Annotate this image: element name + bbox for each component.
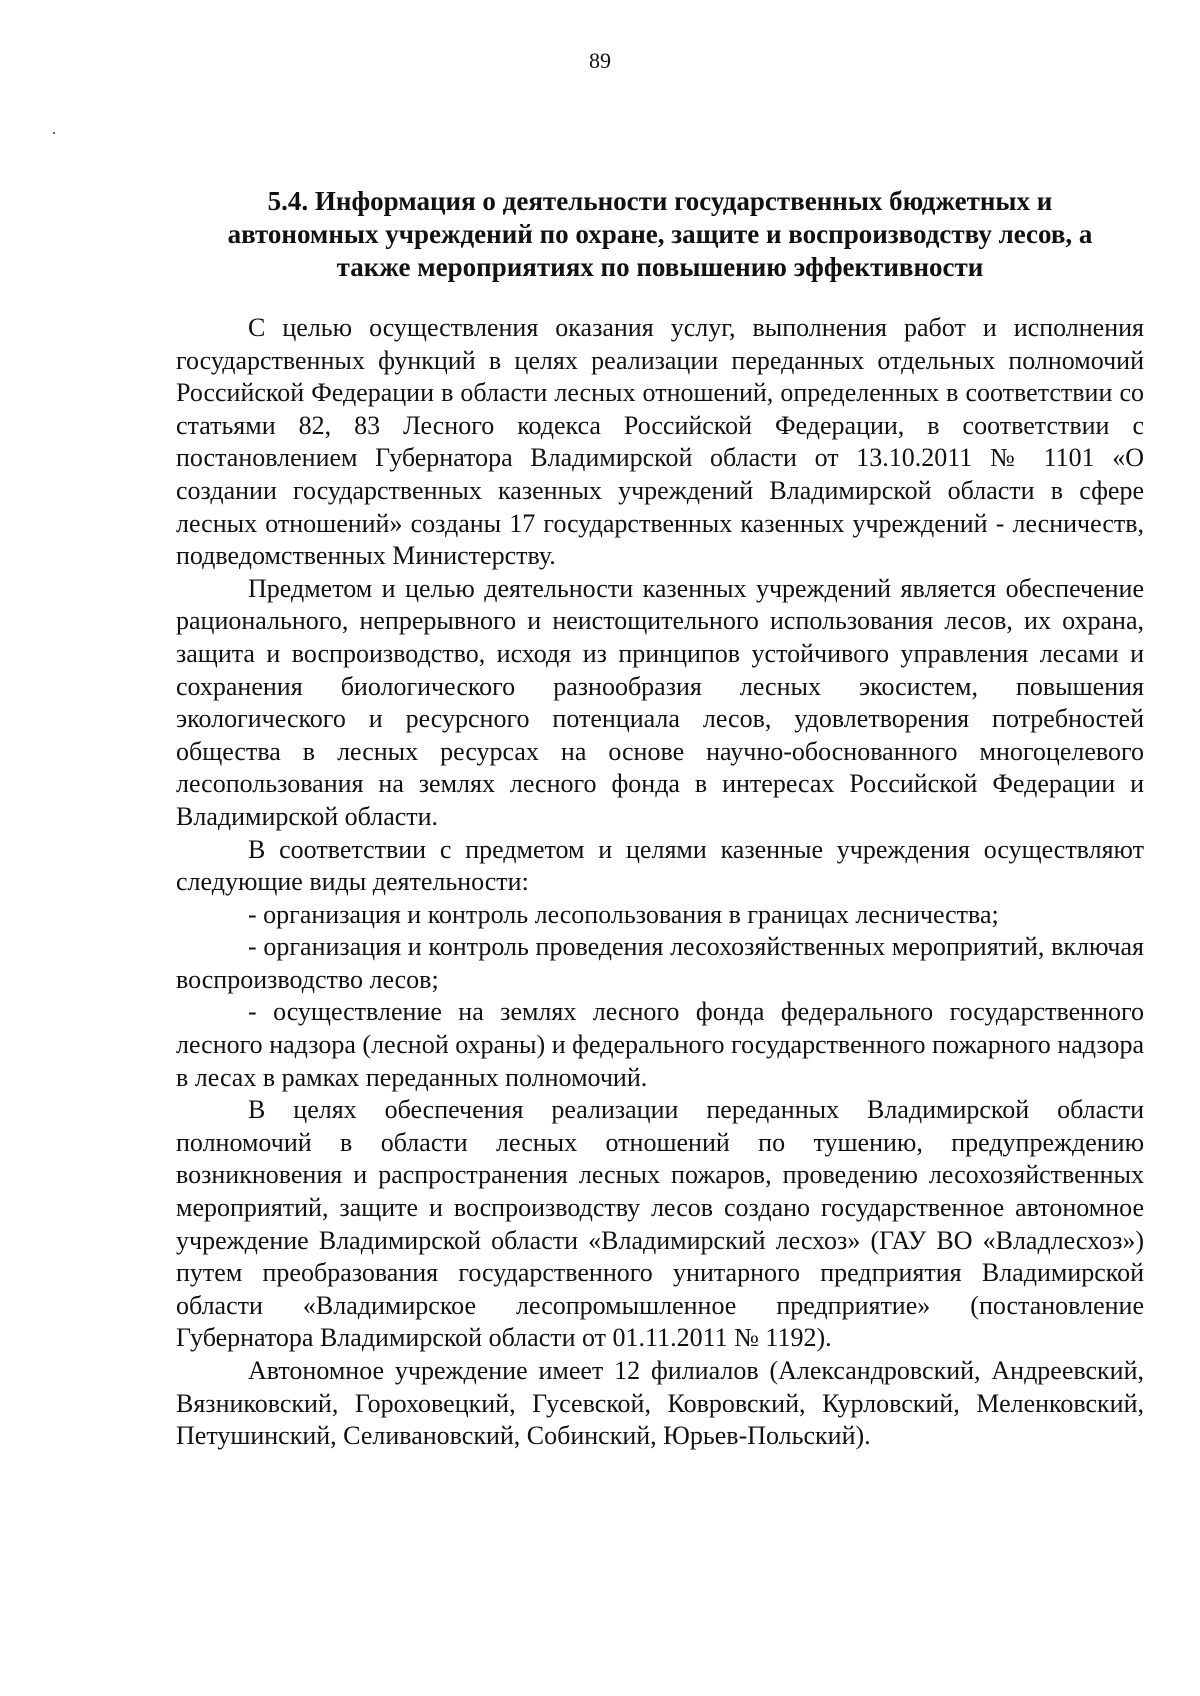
section-heading: [176, 185, 1144, 284]
list-item-1: - организация и контроль лесопользования в границах лесничества;: [248, 899, 999, 929]
paragraph-5: Автономное учреждение имеет 12 филиалов (Александровский, Андреевский, Вязниковский, Гороховецкий, Гусевской, Ковровский, Курловский, Меленковский, Петушинский, Селивановский, Собинский, Юрьев-Польский).: [176, 1356, 1144, 1451]
paragraph-4: В целях обеспечения реализации переданных Владимирской области полномочий в области лесных отношений по тушению, предупреждению возникновения и распространения лесных пожаров, проведению лесохозяйственных мероприятий, защите и воспроизводству лесов создано государственное автономное учреждение Владимирской области «Владимирский лесхоз» (ГАУ ВО «Владлесхоз») путем преобразования государственного унитарного предприятия Владимирской области «Владимирское лесопромышленное предприятие» (постановление Губернатора Владимирской области от 01.11.2011 № 1192).: [176, 1095, 1144, 1353]
paragraph-1: С целью осуществления оказания услуг, выполнения работ и исполнения государственных функций в целях реализации переданных отдельных полномочий Российской Федерации в области лесных отношений, определенных в соответствии со статьями 82, 83 Лесного кодекса Российской Федерации, в соответствии с постановлением Губернатора Владимирской области от 13.10.2011 № 1101 «О создании государственных казенных учреждений Владимирской области в сфере лесных отношений» созданы 17 государственных казенных учреждений - лесничеств, подведомственных Министерству.: [176, 313, 1144, 571]
scan-speck: [53, 132, 55, 134]
list-item-2: - организация и контроль проведения лесохозяйственных мероприятий, включая воспроизводство лесов;: [176, 932, 1144, 994]
body-text: [176, 312, 1144, 1453]
heading-line-3: также мероприятиях по повышению эффективности: [336, 252, 984, 282]
heading-line-1: 5.4. Информация о деятельности государственных бюджетных и: [267, 186, 1053, 216]
paragraph-2: Предметом и целью деятельности казенных учреждений является обеспечение рационального, непрерывного и неистощительного использования лесов, их охрана, защита и воспроизводство, исходя из принципов устойчивого управления лесами и сохранения биологического разнообразия лесных экосистем, повышения экологического и ресурсного потенциала лесов, удовлетворения потребностей общества в лесных ресурсах на основе научно-обоснованного многоцелевого лесопользования на землях лесного фонда в интересах Российской Федерации и Владимирской области.: [176, 573, 1144, 831]
paragraph-3: В соответствии с предметом и целями казенные учреждения осуществляют следующие виды деятельности:: [176, 834, 1144, 897]
list-item-3: - осуществление на землях лесного фонда федерального государственного лесного надзора (лесной охраны) и федерального государственного пожарного надзора в лесах в рамках переданных полномочий.: [176, 997, 1144, 1092]
heading-line-2: автономных учреждений по охране, защите и воспроизводству лесов, а: [227, 219, 1093, 249]
page-number: 89: [589, 48, 611, 73]
